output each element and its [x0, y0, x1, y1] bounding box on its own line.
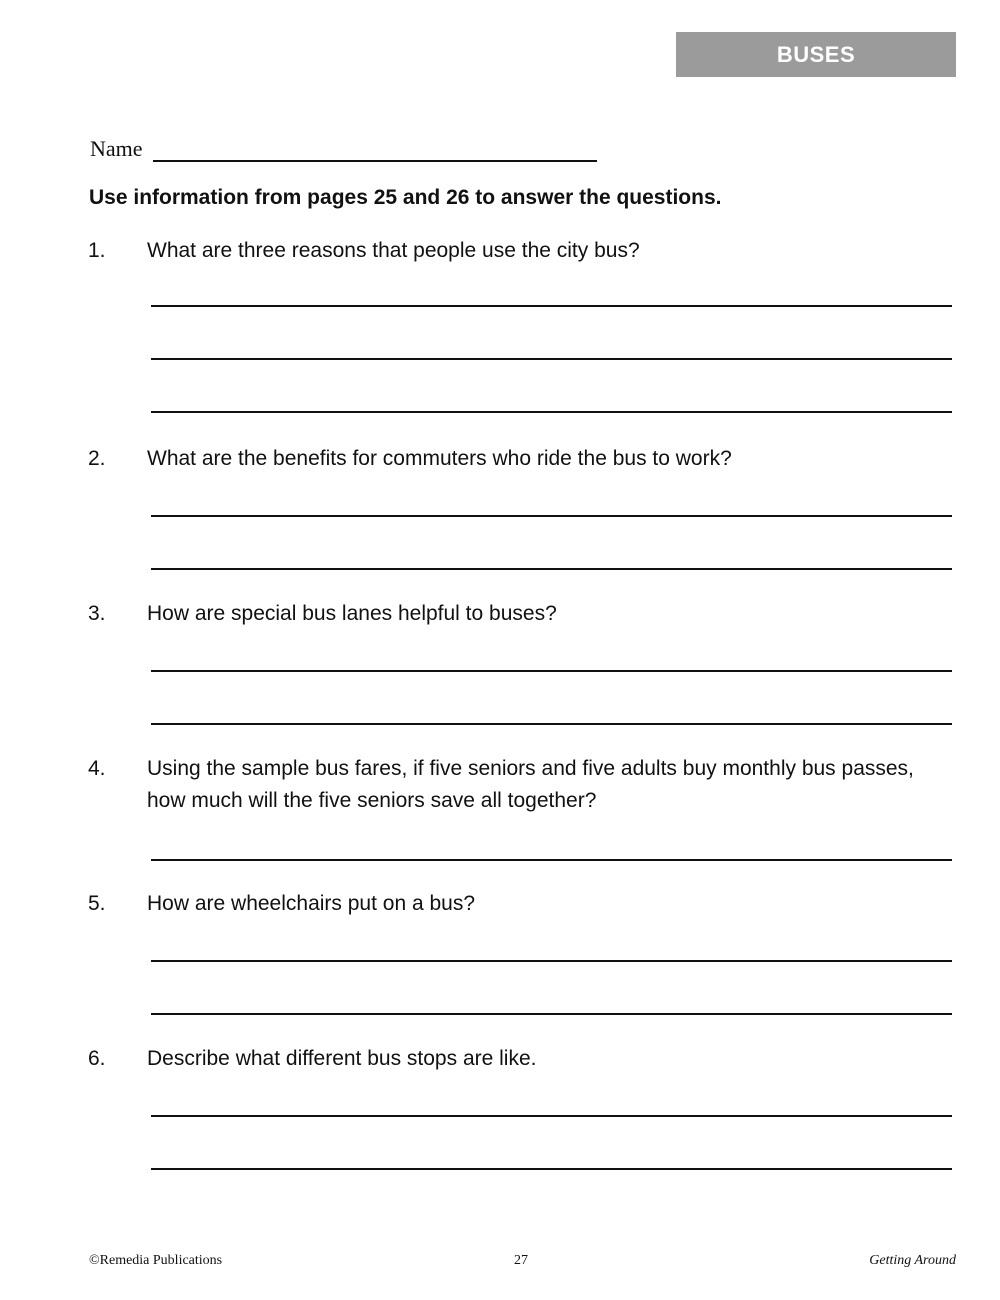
answer-line[interactable]: [151, 568, 952, 570]
question-text: How are special bus lanes helpful to buses?: [147, 602, 557, 625]
instructions: Use information from pages 25 and 26 to answer the questions.: [89, 186, 722, 209]
question-number: 3.: [88, 602, 106, 625]
answer-line[interactable]: [151, 411, 952, 413]
answer-line[interactable]: [151, 1115, 952, 1117]
question-number: 6.: [88, 1047, 106, 1070]
question-text: Describe what different bus stops are like.: [147, 1047, 537, 1070]
section-banner: BUSES: [676, 32, 956, 77]
question-number: 1.: [88, 239, 106, 262]
question-text: What are the benefits for commuters who ride the bus to work?: [147, 447, 732, 470]
answer-line[interactable]: [151, 1013, 952, 1015]
answer-line[interactable]: [151, 859, 952, 861]
question-number: 2.: [88, 447, 106, 470]
question-6: [88, 1043, 958, 1170]
name-label: Name: [90, 136, 143, 161]
question-text: What are three reasons that people use the city bus?: [147, 239, 640, 262]
answer-line[interactable]: [151, 960, 952, 962]
answer-line[interactable]: [151, 1168, 952, 1170]
footer-page-number: 27: [514, 1253, 528, 1268]
question-4: [88, 753, 958, 861]
footer-book-title: Getting Around: [869, 1253, 956, 1268]
answer-line[interactable]: [151, 515, 952, 517]
question-1: [88, 235, 958, 413]
question-3: [88, 598, 958, 725]
answer-line[interactable]: [151, 670, 952, 672]
question-text: How are wheelchairs put on a bus?: [147, 892, 476, 915]
question-number: 5.: [88, 892, 106, 915]
name-field-row: [90, 132, 597, 162]
footer-publisher: ©Remedia Publications: [89, 1253, 223, 1268]
question-number: 4.: [88, 757, 106, 780]
name-answer-line[interactable]: [153, 136, 597, 162]
answer-line[interactable]: [151, 723, 952, 725]
answer-line[interactable]: [151, 358, 952, 360]
answer-line[interactable]: [151, 305, 952, 307]
question-5: [88, 888, 958, 1015]
question-2: [88, 443, 958, 570]
question-text: Using the sample bus fares, if five seniors and five adults buy monthly bus passes, how much will the five seniors save all together?: [147, 757, 914, 812]
